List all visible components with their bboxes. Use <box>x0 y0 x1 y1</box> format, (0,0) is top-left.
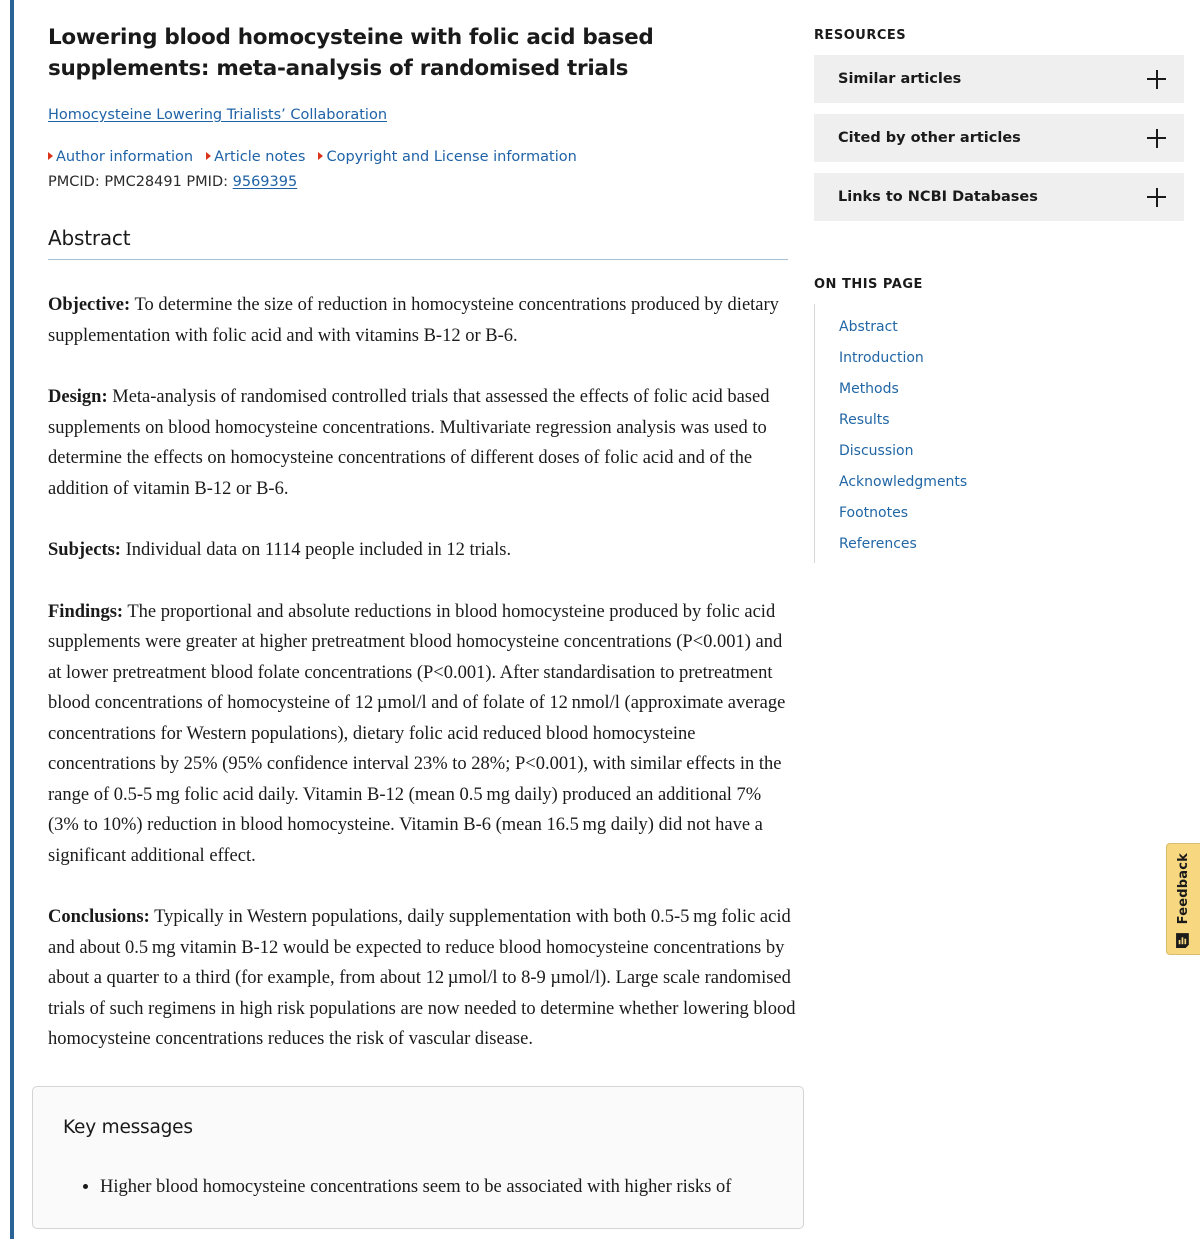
triangle-marker-icon <box>48 152 53 160</box>
pmid-link[interactable]: 9569395 <box>232 174 298 190</box>
survey-chart-icon <box>1175 932 1192 949</box>
abstract-paragraph-label: Subjects: <box>48 540 121 560</box>
key-messages-list <box>63 1172 775 1202</box>
feedback-tab[interactable] <box>1166 843 1200 955</box>
abstract-paragraph-text: The proportional and absolute reductions in blood homocysteine produced by folic acid supplements were greater at higher pretreatment blood homocysteine concentrations (P<0.001) and at lower pretreatment blood folate concentrations (P<0.001). After standardisation to pretreatment blood concentrations of homocysteine of 12 µmol/l and of folate of 12 nmol/l (approximate average concentrations for Western populations), dietary folic acid reduced blood homocysteine concentrations by 25% (95% confidence interval 23% to 28%; P<0.001), with similar effects in the range of 0.5-5 mg folic acid daily. Vitamin B-12 (mean 0.5 mg daily) produced an additional 7% (3% to 10%) reduction in blood homocysteine. Vitamin B-6 (mean 16.5 mg daily) did not have a significant additional effect. <box>48 601 786 866</box>
article-main-column <box>48 22 800 1229</box>
resources-accordion-label: Cited by other articles <box>838 130 1021 146</box>
table-of-contents <box>814 304 1184 563</box>
article-notes-link[interactable] <box>206 149 305 165</box>
toc-item-discussion[interactable]: Discussion <box>839 442 914 459</box>
abstract-paragraph <box>48 597 796 872</box>
plus-icon[interactable] <box>1147 188 1166 207</box>
copyright-license-label: Copyright and License information <box>326 149 577 165</box>
toc-item-methods[interactable]: Methods <box>839 380 899 397</box>
toc-item-acknowledgments[interactable]: Acknowledgments <box>839 473 968 490</box>
resources-accordion-row[interactable] <box>814 114 1184 162</box>
toc-item-footnotes[interactable]: Footnotes <box>839 504 909 521</box>
copyright-license-link[interactable] <box>318 149 576 165</box>
key-messages-box <box>32 1086 804 1229</box>
page-title: Lowering blood homocysteine with folic acid based supplements: meta-analysis of randomised trials <box>48 25 654 81</box>
abstract-paragraph-label: Objective: <box>48 295 131 315</box>
abstract-paragraph <box>48 382 796 504</box>
abstract-paragraph <box>48 290 796 351</box>
triangle-marker-icon <box>318 152 323 160</box>
article-notes-label: Article notes <box>214 149 306 165</box>
abstract-paragraph-text: Typically in Western populations, daily supplementation with both 0.5-5 mg folic acid and about 0.5 mg vitamin B-12 would be expected to reduce blood homocysteine concentrations by about a quarter to a third (for example, from about 12 µmol/l to 8-9 µmol/l). Large scale randomised trials of such regimens in high risk populations are now needed to determine whether lowering blood homocysteine concentrations reduces the risk of vascular disease. <box>48 907 796 1049</box>
key-messages-heading: Key messages <box>63 1116 193 1138</box>
toc-item-introduction[interactable]: Introduction <box>839 349 924 366</box>
toc-item-references[interactable]: References <box>839 535 917 552</box>
abstract-paragraph-text: To determine the size of reduction in homocysteine concentrations produced by dietary supplementation with folic acid and with vitamins B-12 or B-6. <box>48 295 779 346</box>
author-information-label: Author information <box>56 149 194 165</box>
plus-icon[interactable] <box>1147 70 1166 89</box>
abstract-body <box>48 290 796 1055</box>
author-information-link[interactable] <box>48 149 193 165</box>
resources-accordion-row[interactable] <box>814 173 1184 221</box>
pmcid-text: PMCID: PMC28491 PMID: <box>48 174 233 190</box>
triangle-marker-icon <box>206 152 211 160</box>
abstract-paragraph-text: Meta-analysis of randomised controlled trials that assessed the effects of folic acid based supplements on blood homocysteine concentrations. Multivariate regression analysis was used to determine the effects on homocysteine concentrations of different doses of folic acid and of the addition of vitamin B-12 or B-6. <box>48 387 770 499</box>
article-identifiers <box>48 174 800 190</box>
abstract-heading: Abstract <box>48 226 788 260</box>
author-collaboration-link[interactable]: Homocysteine Lowering Trialists’ Collaboration <box>48 107 388 123</box>
resources-accordion-label: Similar articles <box>838 71 962 87</box>
feedback-label: Feedback <box>1176 853 1191 925</box>
on-this-page-heading: ON THIS PAGE <box>814 277 923 292</box>
sidebar <box>814 22 1184 563</box>
abstract-paragraph-label: Conclusions: <box>48 907 150 927</box>
abstract-paragraph <box>48 902 796 1055</box>
key-message-item: • Higher blood homocysteine concentrations seem to be associated with higher risks of <box>100 1172 775 1202</box>
resources-accordion <box>814 55 1184 221</box>
article-meta-links <box>48 149 800 165</box>
toc-item-results[interactable]: Results <box>839 411 890 428</box>
abstract-paragraph-label: Design: <box>48 387 108 407</box>
abstract-paragraph-label: Findings: <box>48 601 124 622</box>
plus-icon[interactable] <box>1147 129 1166 148</box>
resources-heading: RESOURCES <box>814 28 907 43</box>
abstract-paragraph <box>48 535 796 566</box>
resources-accordion-row[interactable] <box>814 55 1184 103</box>
abstract-paragraph-text: Individual data on 1114 people included in 12 trials. <box>120 540 512 560</box>
resources-accordion-label: Links to NCBI Databases <box>838 189 1038 205</box>
toc-item-abstract[interactable]: Abstract <box>839 318 898 335</box>
